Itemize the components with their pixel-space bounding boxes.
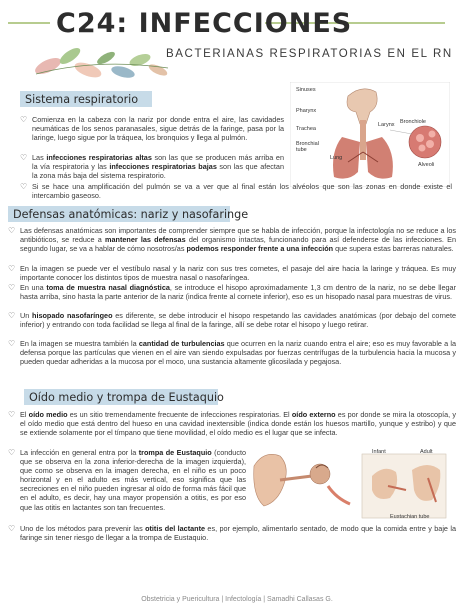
bullet-heart-icon: ♡ xyxy=(8,311,16,320)
page-footer: Obstetricia y Puericultura | Infectología | Samadhi Callasas G. xyxy=(141,596,333,603)
list-item: Las defensas anatómicas son importantes de comprender siempre que se habla de infección, porque la infectología no se reduce a los antibióticos, se reduce a mantener las defensas del organismo intactas, funcionando para así defenderse de las infecciones. En segundo lugar, se va a hablar de cómo nosotros/as podemos responder frente a una infección que supera estas barreras naturales. xyxy=(20,226,457,254)
bullet-heart-icon: ♡ xyxy=(8,410,16,419)
list-item: En una toma de muestra nasal diagnóstica, se introduce el hisopo aproximadamente 1,3 cm dentro de la nariz, no se debe llegar hasta arriba, sino hasta la parte anterior de la nariz (indica frente al cornete inferior), eso es un hisopado nasal para muestras de virus. xyxy=(20,283,456,302)
header-rule-left xyxy=(8,22,50,24)
figure-label-lung: Lung xyxy=(330,155,343,161)
figure-label-bronchiole: Bronchiole xyxy=(400,119,426,125)
section-title-middle-ear: Oído medio y trompa de Eustaquio xyxy=(29,391,224,404)
figure-label-sinuses: Sinuses xyxy=(296,87,316,93)
bullet-heart-icon: ♡ xyxy=(8,339,16,348)
bullet-heart-icon: ♡ xyxy=(8,283,16,292)
figure-label-eustachian-tube: Eustachian tube xyxy=(390,514,430,520)
figure-label-trachea: Trachea xyxy=(296,126,316,132)
figure-label-adult: Adult xyxy=(420,449,433,455)
bullet-heart-icon: ♡ xyxy=(8,448,16,457)
figure-label-bronchial-tube: Bronchial tube xyxy=(296,141,319,153)
list-item: Si se hace una amplificación del pulmón se va a ver que al final están los alvéolos que son las zonas en donde existe el intercambio gaseoso. xyxy=(32,182,452,201)
section-title-respiratory-system: Sistema respiratorio xyxy=(25,93,139,106)
bullet-heart-icon: ♡ xyxy=(8,524,16,533)
list-item: Las infecciones respiratorias altas son las que se producen más arriba en la vía respiratoria y las infecciones respiratorias bajas son las que afectan la zona más baja del sistema respiratorio. xyxy=(32,153,284,181)
list-item: En la imagen se muestra también la cantidad de turbulencias que ocurren en la nariz cuando entra el aire; eso es muy favorable a la defensa porque las partículas que vienen en el aire van siendo expulsadas por fuerzas centrífugas de la turbulencia hacia la mucosa y pueden quedar adheridas a la mucosa por el moco, una sustancia altamente glicosilada y pegajosa. xyxy=(20,339,456,367)
page-subtitle: BACTERIANAS RESPIRATORIAS EN EL RN xyxy=(166,48,453,60)
leaves-decoration xyxy=(28,38,178,88)
section-title-anatomical-defenses: Defensas anatómicas: nariz y nasofaringe xyxy=(13,208,249,221)
figure-label-alveoli: Alveoli xyxy=(418,162,435,168)
ear-anatomy-figure xyxy=(250,446,450,522)
list-item: La infección en general entra por la trompa de Eustaquio (conducto que se observa en la zona inferior-derecha de la imagen izquierda), que como se observa en la imagen derecha, en el niño es un poco horizontal y en el adulto es más vertical, eso significa que las secreciones en el niño pueden ingresar al oído de forma más fácil que en el adulto, es decir, hay una mayor propensión a otitis, es por eso que las otitis en lactantes son tan frecuentes. xyxy=(20,448,246,512)
figure-label-larynx: Larynx xyxy=(378,122,395,128)
bullet-heart-icon: ♡ xyxy=(20,153,28,162)
figure-label-infant: Infant xyxy=(372,449,386,455)
list-item: Comienza en la cabeza con la nariz por donde entra el aire, las cavidades neumáticas de los senos paranasales, sigue detrás de la faringe, pasa por la laringe, luego sigue por la tráquea, los bronquios y llega al pulmón. xyxy=(32,115,284,143)
bullet-heart-icon: ♡ xyxy=(20,115,28,124)
bullet-heart-icon: ♡ xyxy=(8,226,16,235)
list-item: Uno de los métodos para prevenir las otitis del lactante es, por ejemplo, alimentarlo sentado, de modo que la comida entre y baje la faringe sin tener riesgo de llegar a la trompa de Eustaquio. xyxy=(20,524,456,543)
list-item: Un hisopado nasofaríngeo es diferente, se debe introducir el hisopo respetando las cavidades anatómicas (por debajo del cornete inferior) y entrando con toda facilidad se llega al final de la faringe, allí se debe rotar el hisopo y luego retirar. xyxy=(20,311,456,330)
respiratory-system-figure xyxy=(290,82,450,187)
list-item: En la imagen se puede ver el vestíbulo nasal y la nariz con sus tres cornetes, el pasaje del aire hacia la laringe y tráquea. Es muy importante conocer los distintos tipos de muestra nasal o nasofaríngea. xyxy=(20,264,456,283)
figure-label-pharynx: Pharynx xyxy=(296,108,317,114)
list-item: El oído medio es un sitio tremendamente frecuente de infecciones respiratorias. El oído externo es por donde se mira la otoscopía, y el oído medio que está dentro del hueso en una cavidad inextensible (indica donde están los huesos martillo, yunque y estribo) y que se extiende solamente por el tímpano que tiene movilidad, el oído medio es el lugar que se infecta. xyxy=(20,410,456,438)
bullet-heart-icon: ♡ xyxy=(20,182,28,191)
bullet-heart-icon: ♡ xyxy=(8,264,16,273)
page-title: C24: INFECCIONES xyxy=(56,8,353,39)
